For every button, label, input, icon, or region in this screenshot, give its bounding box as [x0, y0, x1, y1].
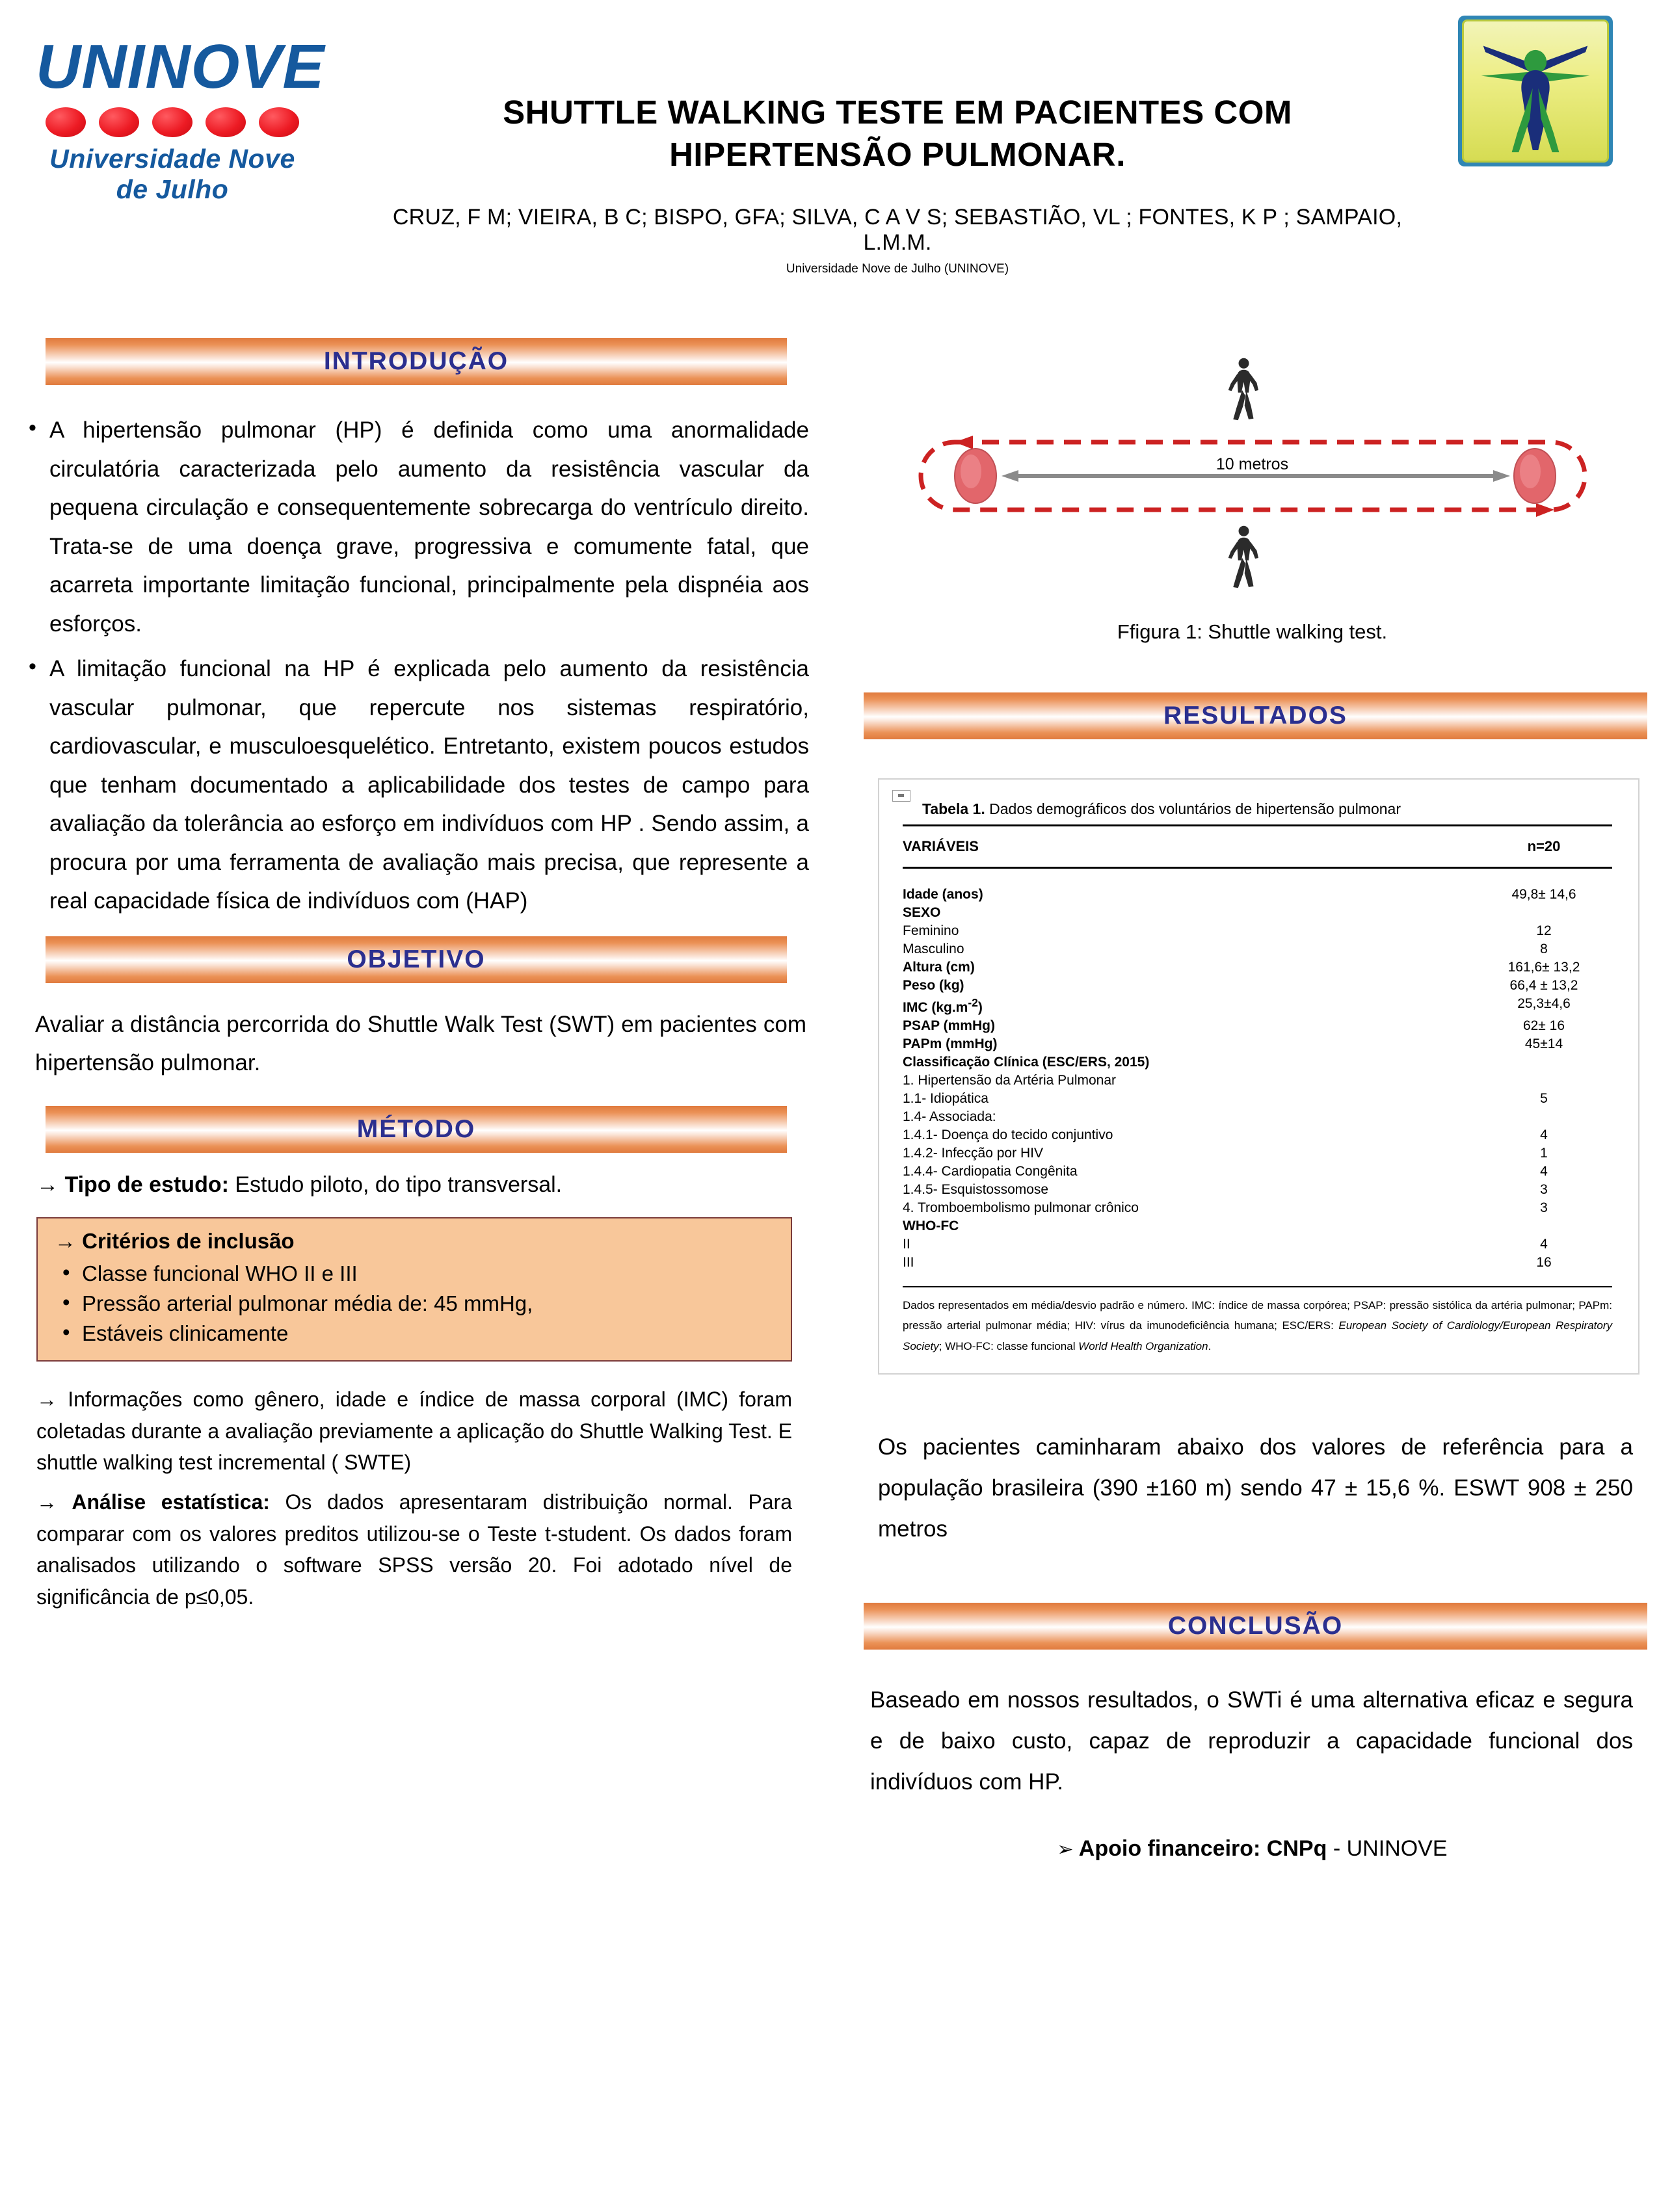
table-row [903, 1072, 1612, 1090]
right-column [845, 338, 1659, 1862]
table-row-label: Idade (anos) [903, 887, 983, 902]
uninove-dots [46, 107, 299, 137]
poster-header [0, 0, 1659, 319]
table-row-label: Altura (cm) [903, 960, 975, 975]
footnote-fragment: Dados representados em média/desvio padrão e número. IMC: índice de massa corpórea; PSAP: pressão sistólica da artéria pulmonar; PAPm: pressão arterial pulmonar média; HIV: vírus da imunodeficiência humana; ESC/ERS: [903, 1299, 1612, 1332]
list-item: • A hipertensão pulmonar (HP) é definida como uma anormalidade circulatória caracterizada pelo aumento da resistência vascular da pequena circulação e consequentemente sobrecarga do ventrículo direito. Trata-se de uma doença grave, progressiva e comumente fatal, que acarreta importante limitação funcional, principalmente pela dispnéia aos esforços. [20, 411, 809, 643]
person-arms-raised-icon [1462, 20, 1609, 163]
statistics-label: → Análise estatística: [36, 1490, 270, 1514]
table-row [903, 995, 1612, 1017]
table-row [903, 1090, 1612, 1108]
section-header-resultados [864, 692, 1647, 739]
section-header-metodo [46, 1106, 787, 1153]
footnote-fragment: European Society of Cardiology/European Respiratory Society [903, 1319, 1612, 1352]
table-row-label: 1.4.2- Infecção por HIV [903, 1146, 1043, 1161]
table-row [903, 977, 1612, 995]
study-type-value: Estudo piloto, do tipo transversal. [228, 1172, 563, 1197]
footnote-fragment: World Health Organization [1078, 1339, 1208, 1352]
demographics-table: VARIÁVEIS n=20 Idade (anos) 49,8± 14,6 SEXO Feminino 12 Masculino 8 Altura (cm) 161,6± 13,2 Peso (kg) 66,4 ± 13,2 IMC $(kg.m^{-2})$ 25,3±4,6 PSAP (mmHg) 62± 16 PAPm (mmHg) 45±14 Classificação Clínica (ESC/ERS, 2015) 1. Hipertensão da Artéria Pulmonar 1.1- Idiopática 5 1.4- Associada: 1.4.1- Doença do tecido conjuntivo 4 1.4.2- Infecção por HIV 1 1.4.4- Cardiopatia Congênita 4 1.4.5- Esquistossomose 3 4. Tromboembolismo pulmonar crônico 3 WHO-FC II 4 III 16 [903, 824, 1612, 1272]
inclusion-criteria-title: → Critérios de inclusão [55, 1228, 295, 1253]
table-row [903, 886, 1612, 904]
section-header-conclusao-label: CONCLUSÃO [1167, 1612, 1344, 1640]
table-row-label: PSAP (mmHg) [903, 1018, 995, 1033]
section-header-metodo-label: MÉTODO [356, 1114, 476, 1143]
section-header-objetivo [46, 936, 787, 983]
table-row-value: 161,6± 13,2 [1507, 960, 1580, 975]
objetivo-text: Avaliar a distância percorrida do Shuttle Walk Test (SWT) em pacientes com hipertensão pulmonar. [35, 1011, 806, 1075]
metodo-body [0, 1153, 832, 1613]
table-row-value: 3 [1540, 1200, 1548, 1215]
table-row-value [1476, 904, 1612, 922]
results-table-container [878, 778, 1639, 1375]
table-handle-icon [892, 790, 910, 802]
table-row-value: 12 [1536, 923, 1552, 938]
table-row [903, 1254, 1612, 1272]
table-row-label: 1.1- Idiopática [903, 1091, 989, 1106]
conclusion-paragraph: Baseado em nossos resultados, o SWTi é uma alternativa eficaz e segura e de baixo custo, capaz de reproduzir a capacidade funcional dos indivíduos com HP. [870, 1687, 1633, 1795]
table-row [903, 1217, 1612, 1235]
table-row-value: 8 [1540, 941, 1548, 956]
footnote-fragment: ; WHO-FC: classe funcional [938, 1339, 1079, 1352]
page-title-line-2: HIPERTENSÃO PULMONAR. [669, 136, 1126, 174]
section-header-objetivo-label: OBJETIVO [347, 945, 486, 973]
table-title [922, 800, 1612, 818]
left-column [0, 338, 832, 1613]
institution-badge [1458, 16, 1613, 166]
distance-label: 10 metros [1215, 455, 1289, 473]
study-type-line [36, 1172, 806, 1198]
logo-dot-icon [99, 107, 139, 137]
table-row-label: II [903, 1237, 910, 1252]
inclusion-criteria-list [55, 1259, 774, 1349]
section-header-introducao [46, 338, 787, 385]
list-item: • Estáveis clinicamente [55, 1319, 774, 1349]
introducao-body [0, 385, 832, 921]
table-row-label: Classificação Clínica (ESC/ERS, 2015) [903, 1055, 1150, 1070]
table-row-label: PAPm (mmHg) [903, 1036, 998, 1051]
table-row-value: 4 [1540, 1237, 1548, 1252]
table-row-label: 1.4.1- Doença do tecido conjuntivo [903, 1127, 1113, 1142]
list-item: • Classe funcional WHO II e III [55, 1259, 774, 1289]
inclusion-criteria-box [36, 1217, 792, 1362]
table-footnote [903, 1286, 1612, 1356]
table-row-value [1476, 1108, 1612, 1126]
table-row-value: 5 [1540, 1091, 1548, 1106]
funding-line [845, 1836, 1659, 1862]
table-row-label: 1. Hipertensão da Artéria Pulmonar [903, 1073, 1117, 1088]
method-info-paragraph: → Informações como gênero, idade e índice de massa corporal (IMC) foram coletadas durante a avaliação previamente a aplicação do Shuttle Walking Test. E shuttle walking test incremental ( SWTE) [36, 1388, 792, 1475]
table-row [903, 1144, 1612, 1163]
table-row [903, 1053, 1612, 1072]
table-row [903, 958, 1612, 977]
logo-dot-icon [206, 107, 246, 137]
table-row-value: 1 [1540, 1146, 1548, 1161]
table-row [903, 922, 1612, 940]
table-title-rest: Dados demográficos dos voluntários de hipertensão pulmonar [985, 800, 1401, 817]
table-row [903, 1017, 1612, 1035]
table-row [903, 1163, 1612, 1181]
table-row [903, 1035, 1612, 1053]
funding-arrow-icon: ➢ [1057, 1839, 1074, 1861]
table-row [903, 1181, 1612, 1199]
table-row-value: 25,3±4,6 [1517, 996, 1571, 1011]
table-row-value [1476, 1217, 1612, 1235]
funding-value: - UNINOVE [1327, 1836, 1448, 1862]
walking-person-icon [1228, 526, 1258, 588]
results-paragraph: Os pacientes caminharam abaixo dos valores de referência para a população brasileira (390 ±160 m) sendo 47 ± 15,6 %. ESWT 908 ± 250 metros [878, 1434, 1633, 1542]
table-row [903, 1126, 1612, 1144]
table-row-value: 45±14 [1524, 1036, 1563, 1051]
uninove-wordmark: UNINOVE [36, 32, 325, 101]
logo-dot-icon [152, 107, 192, 137]
table-row [903, 904, 1612, 922]
table-row-value: 3 [1540, 1182, 1548, 1197]
table-row-value: 16 [1536, 1255, 1552, 1270]
figure-1-caption: Ffigura 1: Shuttle walking test. [1117, 620, 1388, 643]
table-row-label: Feminino [903, 923, 959, 938]
table-row-value: 62± 16 [1522, 1018, 1565, 1033]
introducao-bullet-list [20, 411, 809, 921]
table-row-label: 4. Tromboembolismo pulmonar crônico [903, 1200, 1139, 1215]
logo-dot-icon [259, 107, 299, 137]
table-row-label: Masculino [903, 941, 964, 956]
table-row-label: III [903, 1255, 914, 1270]
section-header-resultados-label: RESULTADOS [1163, 702, 1347, 730]
table-row-label: WHO-FC [903, 1218, 959, 1233]
table-row-label: 1.4- Associada: [903, 1109, 996, 1124]
table-row-value: 4 [1540, 1127, 1548, 1142]
table-row-label: IMC $(kg.m^{-2})$ [903, 996, 983, 1015]
table-row-value: 49,8± 14,6 [1511, 887, 1576, 902]
table-row-value: 66,4 ± 13,2 [1509, 978, 1578, 993]
study-type-label: → Tipo de estudo: [36, 1172, 229, 1197]
statistics-paragraph [36, 1486, 806, 1613]
table-row-label: 1.4.5- Esquistossomose [903, 1182, 1049, 1197]
section-header-conclusao [864, 1603, 1647, 1650]
table-row-value: 4 [1540, 1164, 1548, 1179]
list-item: • Pressão arterial pulmonar média de: 45 mmHg, [55, 1289, 774, 1319]
section-header-introducao-label: INTRODUÇÃO [323, 347, 509, 375]
logo-dot-icon [46, 107, 86, 137]
table-row [903, 1235, 1612, 1254]
walking-person-icon [1228, 358, 1258, 421]
uninove-subtitle: Universidade Nove de Julho [49, 144, 295, 204]
statistics-text: Os dados apresentaram distribuição normal. Para comparar com os valores preditos utilizou-se o Teste t-student. Os dados foram analisados utilizando o software SPSS versão 20. Foi adotado nível de significância de p≤0,05. [36, 1490, 792, 1609]
table-row [903, 940, 1612, 958]
poster-title-block [364, 91, 1431, 276]
footnote-fragment: . [1208, 1339, 1212, 1352]
table-row-label: SEXO [903, 905, 941, 920]
table-row [903, 1108, 1612, 1126]
figure-1 [845, 338, 1659, 618]
table-row-value [1476, 1053, 1612, 1072]
authors-list: CRUZ, F M; VIEIRA, B C; BISPO, GFA; SILVA, C A V S; SEBASTIÃO, VL ; FONTES, K P ; SAMPAIO, L.M.M. [392, 204, 1403, 255]
table-row-label: 1.4.4- Cardiopatia Congênita [903, 1164, 1078, 1179]
table-row [903, 1199, 1612, 1217]
page-title-line-1: SHUTTLE WALKING TESTE EM PACIENTES COM [503, 94, 1292, 131]
table-row-label: Peso (kg) [903, 978, 964, 993]
list-item: • A limitação funcional na HP é explicada pelo aumento da resistência vascular pulmonar, que repercute nos sistemas respiratório, cardiovascular, e musculoesquelético. Entretanto, existem poucos estudos que tenham documentado a aplicabilidade dos testes de campo para avaliação da tolerância ao esforço em indivíduos com HP . Sendo assim, a procura por uma ferramenta de avaliação mais precisa, que represente a real capacidade física de indivíduos com (HAP) [20, 650, 809, 921]
affiliation: Universidade Nove de Julho (UNINOVE) [786, 261, 1009, 276]
uninove-logo [36, 32, 325, 204]
table-row-value [1476, 1072, 1612, 1090]
funding-label: Apoio financeiro: CNPq [1073, 1836, 1327, 1862]
table-title-prefix: Tabela 1. [922, 800, 985, 817]
